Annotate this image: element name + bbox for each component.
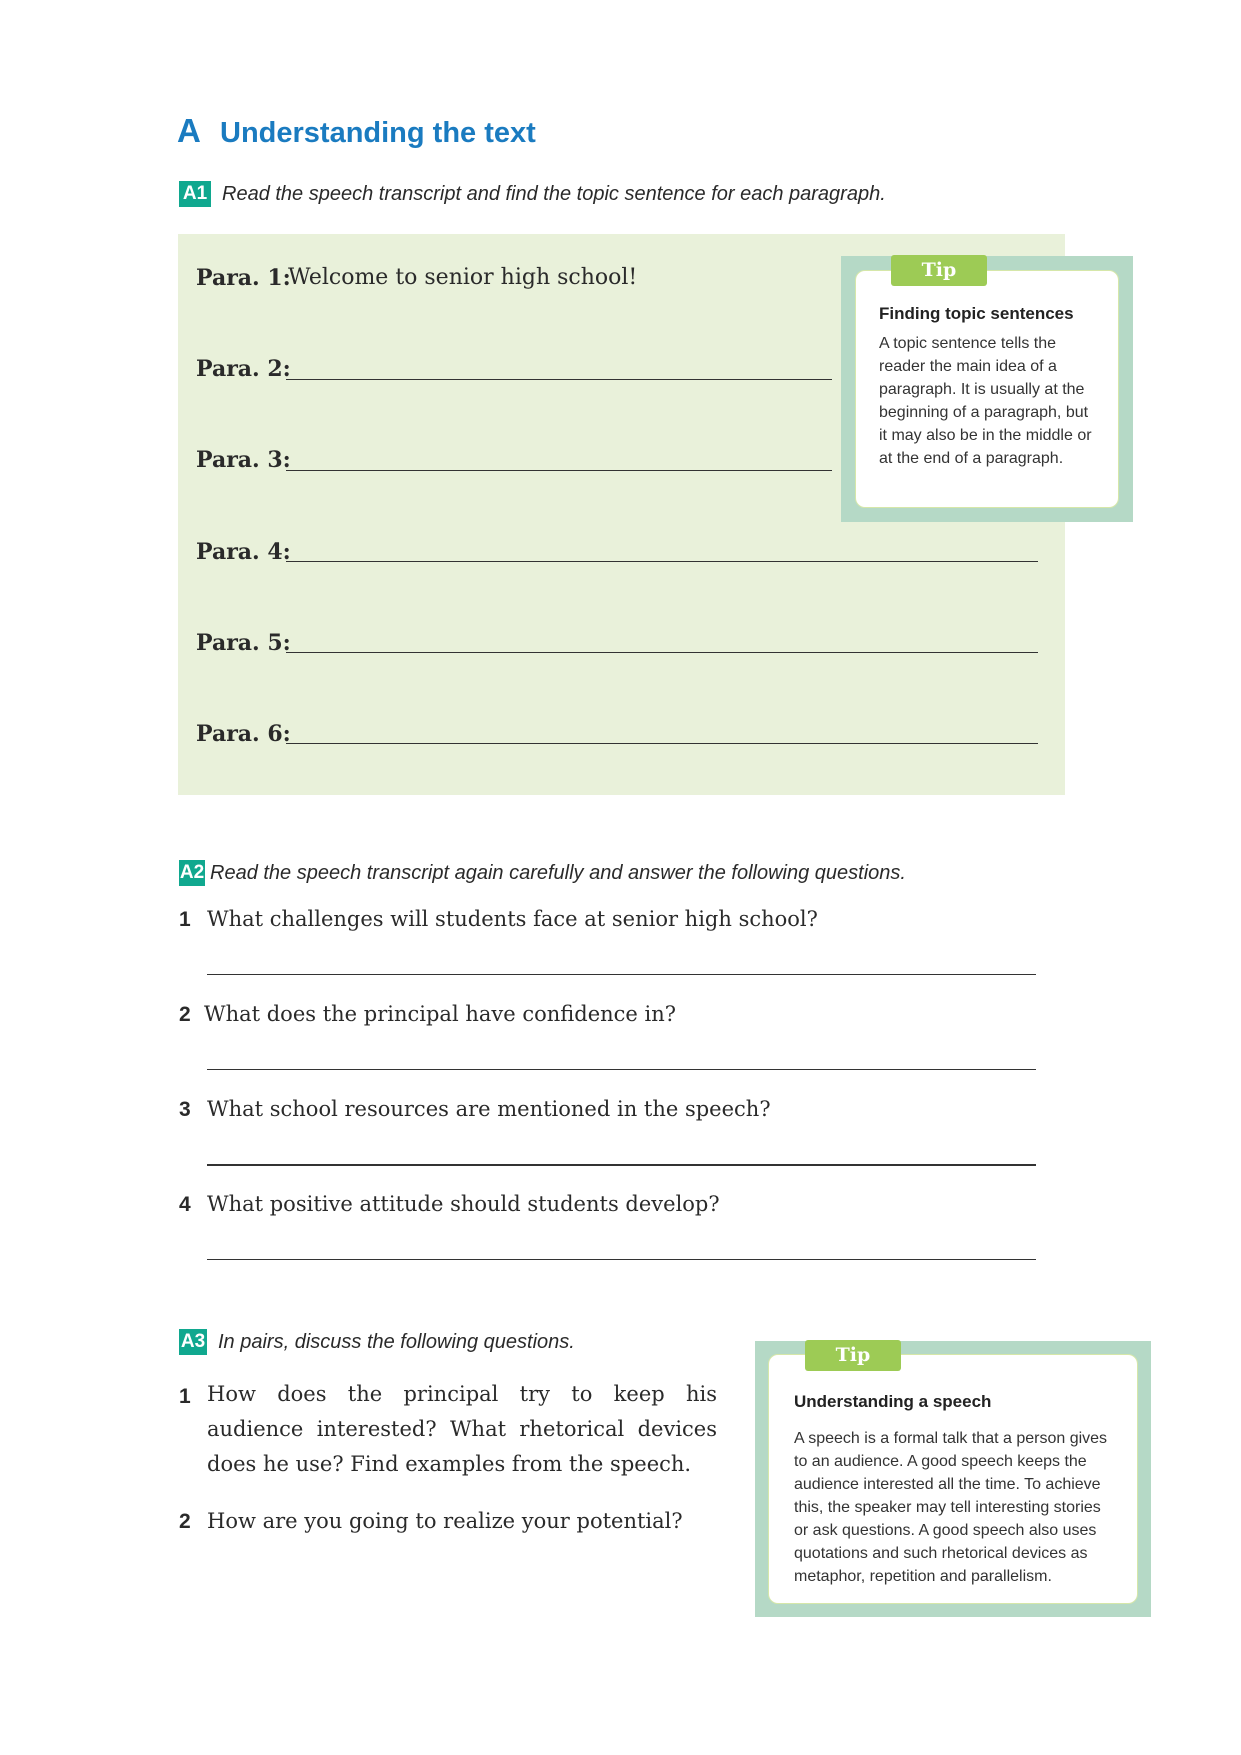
para-5-answer-line[interactable] [286,652,1038,653]
a3-question-2-number: 2 [179,1510,191,1533]
para-1-label: Para. 1: [196,265,291,291]
a2-question-2-number: 2 [179,1003,191,1026]
a3-badge: A3 [179,1329,207,1355]
section-letter: A [177,112,201,149]
a2-question-1-number: 1 [179,908,191,931]
tip-title: Finding topic sentences [879,304,1074,323]
tip-body: A speech is a formal talk that a person gives to an audience. A good speech keeps the audience interested all the time. To achieve this, the speaker may tell interesting stories or ask questions. A good speech also uses quotations and such rhetorical devices as metaphor, repetition and parallelism. [794,1430,1108,1585]
a2-question-1-text: What challenges will students face at senior high school? [207,907,818,931]
a2-question-2-answer-line[interactable] [207,1069,1036,1070]
a2-question-2-text: What does the principal have confidence in? [204,1002,677,1026]
section-title: Understanding the text [220,117,536,149]
a3-instruction: In pairs, discuss the following questions. [218,1331,575,1353]
a2-question-3-number: 3 [179,1098,191,1121]
para-3-label: Para. 3: [196,447,291,473]
para-4-label: Para. 4: [196,539,291,565]
para-2-answer-line[interactable] [286,379,832,380]
a2-question-4-number: 4 [179,1193,191,1216]
a3-question-1-number: 1 [179,1385,191,1408]
para-6-answer-line[interactable] [286,743,1038,744]
a1-badge: A1 [179,181,211,207]
a2-badge: A2 [179,860,205,886]
tip-tab: Tip [891,255,987,286]
a2-question-4-text: What positive attitude should students develop? [207,1192,720,1216]
tip-title: Understanding a speech [794,1392,992,1411]
a2-question-4-answer-line[interactable] [207,1259,1036,1260]
a1-instruction: Read the speech transcript and find the topic sentence for each paragraph. [222,183,886,205]
a2-question-3-answer-line[interactable] [207,1164,1036,1166]
para-2-label: Para. 2: [196,356,291,382]
a2-question-1-answer-line[interactable] [207,974,1036,975]
para-1-topic-sentence: Welcome to senior high school! [288,265,638,290]
a2-question-3-text: What school resources are mentioned in the speech? [207,1097,771,1121]
para-6-label: Para. 6: [196,721,291,747]
para-4-answer-line[interactable] [286,561,1038,562]
para-5-label: Para. 5: [196,630,291,656]
para-3-answer-line[interactable] [286,470,832,471]
tip-body: A topic sentence tells the reader the main idea of a paragraph. It is usually at the beginning of a paragraph, but it may also be in the middle or at the end of a paragraph. [879,335,1092,467]
a2-instruction: Read the speech transcript again carefully and answer the following questions. [210,862,906,884]
a3-question-2-text: How are you going to realize your potential? [207,1509,683,1533]
a3-question-1-text: How does the principal try to keep his audience interested? What rhetorical devices does he use? Find examples from the speech. [207,1382,717,1476]
tip-tab: Tip [805,1340,901,1371]
